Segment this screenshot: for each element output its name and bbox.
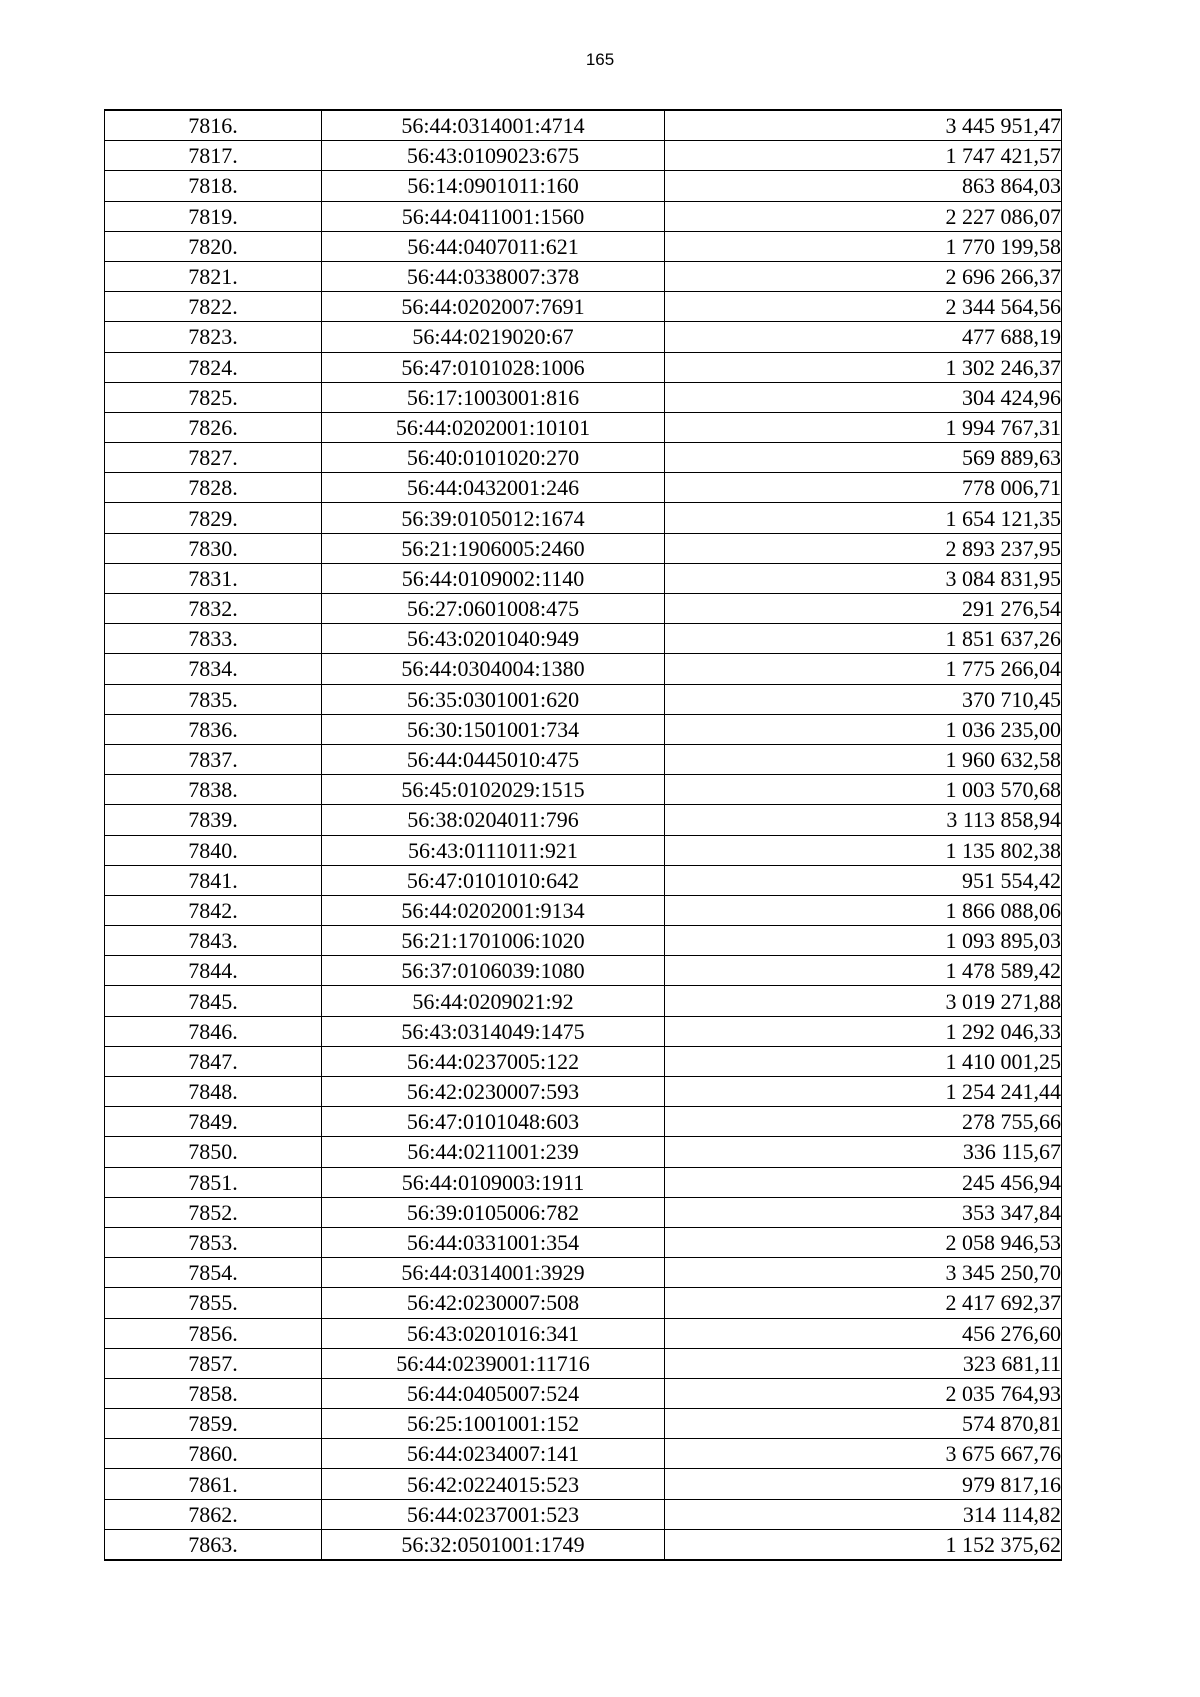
row-number: 7831.	[105, 563, 322, 593]
table-row	[105, 1197, 1062, 1227]
table-row	[105, 895, 1062, 925]
cadastral-value: 2 696 266,37	[665, 261, 1062, 291]
cadastral-number: 56:40:0101020:270	[322, 443, 665, 473]
table-row	[105, 594, 1062, 624]
table-row	[105, 1167, 1062, 1197]
cadastral-value: 314 114,82	[665, 1499, 1062, 1529]
row-number: 7828.	[105, 473, 322, 503]
cadastral-number: 56:42:0230007:593	[322, 1077, 665, 1107]
cadastral-number: 56:47:0101010:642	[322, 865, 665, 895]
cadastral-number: 56:44:0209021:92	[322, 986, 665, 1016]
table-row	[105, 231, 1062, 261]
cadastral-value: 1 775 266,04	[665, 654, 1062, 684]
cadastral-value: 1 770 199,58	[665, 231, 1062, 261]
cadastral-number: 56:44:0239001:11716	[322, 1348, 665, 1378]
table-row	[105, 1046, 1062, 1076]
table-row	[105, 624, 1062, 654]
cadastral-number: 56:44:0211001:239	[322, 1137, 665, 1167]
row-number: 7833.	[105, 624, 322, 654]
table-row	[105, 865, 1062, 895]
row-number: 7821.	[105, 261, 322, 291]
table-row	[105, 201, 1062, 231]
cadastral-value: 323 681,11	[665, 1348, 1062, 1378]
cadastral-number: 56:14:0901011:160	[322, 171, 665, 201]
cadastral-number: 56:30:1501001:734	[322, 714, 665, 744]
row-number: 7817.	[105, 141, 322, 171]
page-number: 165	[585, 50, 615, 69]
cadastral-number: 56:44:0202007:7691	[322, 292, 665, 322]
table-row	[105, 1318, 1062, 1348]
row-number: 7845.	[105, 986, 322, 1016]
cadastral-value: 2 058 946,53	[665, 1227, 1062, 1257]
cadastral-number: 56:43:0201016:341	[322, 1318, 665, 1348]
row-number: 7843.	[105, 926, 322, 956]
cadastral-number: 56:38:0204011:796	[322, 805, 665, 835]
row-number: 7840.	[105, 835, 322, 865]
table-row	[105, 412, 1062, 442]
row-number: 7820.	[105, 231, 322, 261]
cadastral-number: 56:44:0304004:1380	[322, 654, 665, 684]
table-row	[105, 1077, 1062, 1107]
table-row	[105, 352, 1062, 382]
cadastral-value: 3 675 667,76	[665, 1439, 1062, 1469]
cadastral-value-table	[104, 109, 1062, 1561]
cadastral-value: 1 851 637,26	[665, 624, 1062, 654]
cadastral-value: 1 478 589,42	[665, 956, 1062, 986]
table-row	[105, 684, 1062, 714]
cadastral-value: 291 276,54	[665, 594, 1062, 624]
cadastral-value: 1 036 235,00	[665, 714, 1062, 744]
table-row	[105, 141, 1062, 171]
cadastral-value: 353 347,84	[665, 1197, 1062, 1227]
row-number: 7859.	[105, 1409, 322, 1439]
table-row	[105, 1499, 1062, 1529]
cadastral-value: 3 019 271,88	[665, 986, 1062, 1016]
cadastral-number: 56:32:0501001:1749	[322, 1529, 665, 1560]
cadastral-value: 370 710,45	[665, 684, 1062, 714]
table-row	[105, 1378, 1062, 1408]
cadastral-number: 56:44:0109002:1140	[322, 563, 665, 593]
cadastral-value: 278 755,66	[665, 1107, 1062, 1137]
cadastral-value: 951 554,42	[665, 865, 1062, 895]
table-row	[105, 986, 1062, 1016]
row-number: 7834.	[105, 654, 322, 684]
cadastral-value: 1 960 632,58	[665, 744, 1062, 774]
table-row	[105, 171, 1062, 201]
table-row	[105, 805, 1062, 835]
table-body	[105, 110, 1062, 1560]
cadastral-value: 574 870,81	[665, 1409, 1062, 1439]
cadastral-value: 1 093 895,03	[665, 926, 1062, 956]
table-row	[105, 292, 1062, 322]
row-number: 7832.	[105, 594, 322, 624]
table-row	[105, 261, 1062, 291]
table-row	[105, 322, 1062, 352]
row-number: 7851.	[105, 1167, 322, 1197]
cadastral-value: 3 113 858,94	[665, 805, 1062, 835]
row-number: 7838.	[105, 775, 322, 805]
row-number: 7819.	[105, 201, 322, 231]
row-number: 7862.	[105, 1499, 322, 1529]
row-number: 7863.	[105, 1529, 322, 1560]
cadastral-value: 477 688,19	[665, 322, 1062, 352]
cadastral-number: 56:47:0101028:1006	[322, 352, 665, 382]
row-number: 7841.	[105, 865, 322, 895]
table-row	[105, 473, 1062, 503]
table-row	[105, 503, 1062, 533]
cadastral-number: 56:44:0219020:67	[322, 322, 665, 352]
row-number: 7848.	[105, 1077, 322, 1107]
cadastral-value: 1 254 241,44	[665, 1077, 1062, 1107]
cadastral-number: 56:42:0230007:508	[322, 1288, 665, 1318]
cadastral-value: 1 003 570,68	[665, 775, 1062, 805]
cadastral-number: 56:44:0314001:3929	[322, 1258, 665, 1288]
cadastral-number: 56:43:0314049:1475	[322, 1016, 665, 1046]
row-number: 7837.	[105, 744, 322, 774]
table-row	[105, 1439, 1062, 1469]
row-number: 7853.	[105, 1227, 322, 1257]
row-number: 7857.	[105, 1348, 322, 1378]
cadastral-number: 56:44:0237005:122	[322, 1046, 665, 1076]
table-row	[105, 1469, 1062, 1499]
cadastral-value: 304 424,96	[665, 382, 1062, 412]
cadastral-value: 778 006,71	[665, 473, 1062, 503]
row-number: 7858.	[105, 1378, 322, 1408]
cadastral-value: 3 445 951,47	[665, 110, 1062, 141]
row-number: 7842.	[105, 895, 322, 925]
cadastral-number: 56:43:0111011:921	[322, 835, 665, 865]
table-row	[105, 714, 1062, 744]
cadastral-number: 56:39:0105012:1674	[322, 503, 665, 533]
row-number: 7826.	[105, 412, 322, 442]
cadastral-value: 1 135 802,38	[665, 835, 1062, 865]
table-row	[105, 110, 1062, 141]
cadastral-number: 56:44:0109003:1911	[322, 1167, 665, 1197]
cadastral-number: 56:45:0102029:1515	[322, 775, 665, 805]
cadastral-number: 56:21:1906005:2460	[322, 533, 665, 563]
row-number: 7855.	[105, 1288, 322, 1318]
cadastral-number: 56:44:0202001:9134	[322, 895, 665, 925]
row-number: 7852.	[105, 1197, 322, 1227]
cadastral-number: 56:44:0314001:4714	[322, 110, 665, 141]
cadastral-number: 56:44:0407011:621	[322, 231, 665, 261]
table-row	[105, 926, 1062, 956]
row-number: 7824.	[105, 352, 322, 382]
table-row	[105, 563, 1062, 593]
table-row	[105, 1258, 1062, 1288]
cadastral-value: 1 866 088,06	[665, 895, 1062, 925]
row-number: 7844.	[105, 956, 322, 986]
table-row	[105, 1409, 1062, 1439]
table-row	[105, 443, 1062, 473]
cadastral-value: 336 115,67	[665, 1137, 1062, 1167]
cadastral-number: 56:35:0301001:620	[322, 684, 665, 714]
row-number: 7856.	[105, 1318, 322, 1348]
cadastral-value: 2 035 764,93	[665, 1378, 1062, 1408]
table-row	[105, 1227, 1062, 1257]
row-number: 7860.	[105, 1439, 322, 1469]
row-number: 7825.	[105, 382, 322, 412]
cadastral-number: 56:27:0601008:475	[322, 594, 665, 624]
table-row	[105, 744, 1062, 774]
row-number: 7823.	[105, 322, 322, 352]
cadastral-number: 56:44:0202001:10101	[322, 412, 665, 442]
cadastral-value: 1 410 001,25	[665, 1046, 1062, 1076]
cadastral-value: 1 654 121,35	[665, 503, 1062, 533]
row-number: 7847.	[105, 1046, 322, 1076]
row-number: 7854.	[105, 1258, 322, 1288]
table-row	[105, 835, 1062, 865]
row-number: 7861.	[105, 1469, 322, 1499]
row-number: 7818.	[105, 171, 322, 201]
row-number: 7846.	[105, 1016, 322, 1046]
cadastral-value: 456 276,60	[665, 1318, 1062, 1348]
cadastral-number: 56:43:0201040:949	[322, 624, 665, 654]
cadastral-number: 56:44:0237001:523	[322, 1499, 665, 1529]
cadastral-value: 2 417 692,37	[665, 1288, 1062, 1318]
cadastral-number: 56:44:0405007:524	[322, 1378, 665, 1408]
cadastral-number: 56:44:0234007:141	[322, 1439, 665, 1469]
cadastral-number: 56:44:0432001:246	[322, 473, 665, 503]
table-row	[105, 1137, 1062, 1167]
table-row	[105, 775, 1062, 805]
cadastral-value: 1 747 421,57	[665, 141, 1062, 171]
cadastral-value: 3 084 831,95	[665, 563, 1062, 593]
row-number: 7822.	[105, 292, 322, 322]
cadastral-number: 56:44:0331001:354	[322, 1227, 665, 1257]
row-number: 7835.	[105, 684, 322, 714]
cadastral-value: 1 302 246,37	[665, 352, 1062, 382]
cadastral-number: 56:42:0224015:523	[322, 1469, 665, 1499]
row-number: 7827.	[105, 443, 322, 473]
table-row	[105, 956, 1062, 986]
cadastral-value: 1 292 046,33	[665, 1016, 1062, 1046]
cadastral-value: 2 893 237,95	[665, 533, 1062, 563]
cadastral-number: 56:17:1003001:816	[322, 382, 665, 412]
row-number: 7816.	[105, 110, 322, 141]
cadastral-number: 56:21:1701006:1020	[322, 926, 665, 956]
table-row	[105, 533, 1062, 563]
table-row	[105, 1348, 1062, 1378]
cadastral-value: 3 345 250,70	[665, 1258, 1062, 1288]
cadastral-number: 56:39:0105006:782	[322, 1197, 665, 1227]
cadastral-value: 2 344 564,56	[665, 292, 1062, 322]
cadastral-number: 56:37:0106039:1080	[322, 956, 665, 986]
table-row	[105, 1107, 1062, 1137]
table-row	[105, 1016, 1062, 1046]
cadastral-value: 979 817,16	[665, 1469, 1062, 1499]
cadastral-value: 1 152 375,62	[665, 1529, 1062, 1560]
row-number: 7849.	[105, 1107, 322, 1137]
table-row	[105, 1288, 1062, 1318]
cadastral-number: 56:43:0109023:675	[322, 141, 665, 171]
table-row	[105, 382, 1062, 412]
cadastral-value: 1 994 767,31	[665, 412, 1062, 442]
row-number: 7839.	[105, 805, 322, 835]
table-row	[105, 1529, 1062, 1560]
cadastral-number: 56:44:0338007:378	[322, 261, 665, 291]
row-number: 7836.	[105, 714, 322, 744]
cadastral-number: 56:44:0445010:475	[322, 744, 665, 774]
cadastral-number: 56:25:1001001:152	[322, 1409, 665, 1439]
cadastral-value: 245 456,94	[665, 1167, 1062, 1197]
cadastral-value: 569 889,63	[665, 443, 1062, 473]
cadastral-value: 863 864,03	[665, 171, 1062, 201]
row-number: 7829.	[105, 503, 322, 533]
cadastral-number: 56:44:0411001:1560	[322, 201, 665, 231]
row-number: 7850.	[105, 1137, 322, 1167]
cadastral-number: 56:47:0101048:603	[322, 1107, 665, 1137]
cadastral-value: 2 227 086,07	[665, 201, 1062, 231]
table-row	[105, 654, 1062, 684]
row-number: 7830.	[105, 533, 322, 563]
